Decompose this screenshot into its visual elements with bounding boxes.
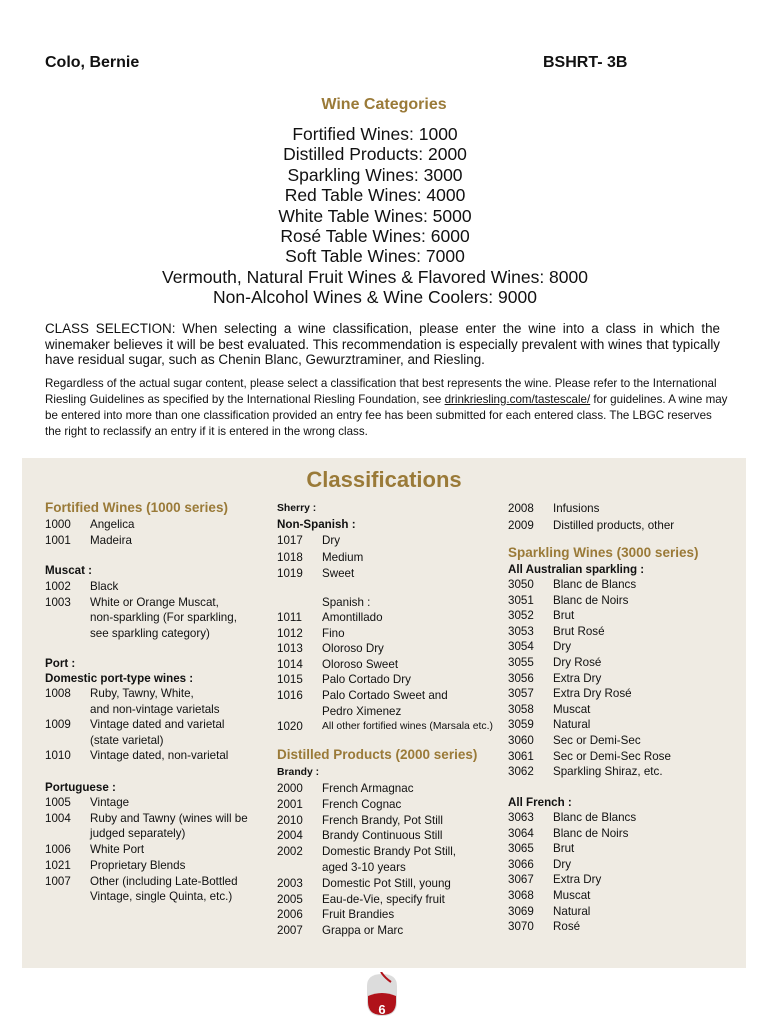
class-label: Infusions — [553, 502, 600, 515]
class-label: Rosé — [553, 920, 581, 934]
class-code: 1002 — [45, 580, 71, 593]
australian-sparkling-heading: All Australian sparkling : — [508, 563, 645, 576]
class-label: (state varietal) — [90, 733, 164, 747]
class-code: 1020 — [277, 720, 303, 733]
port-heading: Port : — [45, 657, 76, 670]
non-spanish-heading: Non-Spanish : — [277, 518, 356, 531]
class-code: 3066 — [508, 857, 534, 871]
class-label: Domestic Brandy Pot Still, — [322, 845, 457, 859]
class-label: Medium — [322, 550, 364, 564]
class-label: Vintage — [90, 796, 130, 809]
class-code: 1007 — [45, 874, 71, 888]
class-label: Brut Rosé — [553, 624, 605, 638]
category-item: White Table Wines: 5000 — [278, 205, 472, 226]
class-code: 1006 — [45, 843, 71, 857]
class-code: 3060 — [508, 734, 534, 747]
class-label: Brut — [553, 842, 575, 856]
class-label: French Cognac — [322, 797, 402, 811]
class-label: Grappa or Marc — [322, 924, 404, 938]
distilled-series-heading: Distilled Products (2000 series) — [277, 747, 478, 762]
class-label: Blanc de Blancs — [553, 578, 637, 591]
classifications-title: Classifications — [306, 467, 462, 492]
class-label: Brandy Continuous Still — [322, 829, 443, 843]
class-code: 3051 — [508, 593, 534, 607]
author-name: Colo, Bernie — [45, 54, 140, 71]
class-code: 1018 — [277, 550, 303, 564]
fortified-series-heading: Fortified Wines (1000 series) — [45, 500, 228, 515]
class-code: 3062 — [508, 765, 534, 779]
class-code: 2009 — [508, 518, 534, 532]
class-label: Sec or Demi-Sec — [553, 734, 641, 747]
class-code: 1013 — [277, 642, 303, 656]
guidelines-text-before: Regardless of the actual sugar content, please select a classification that best represents the wine. Please refer to the International Riesling Guidelines as specified by the International Riesling Foundation, see — [45, 377, 717, 407]
class-code: 3061 — [508, 749, 534, 763]
course-code: BSHRT- 3B — [543, 54, 628, 71]
class-label: French Armagnac — [322, 782, 414, 795]
class-code: 2003 — [277, 876, 303, 890]
class-code: 3068 — [508, 889, 534, 902]
class-code: 3055 — [508, 656, 534, 669]
class-label: White or Orange Muscat, — [90, 595, 219, 609]
class-code: 3063 — [508, 811, 534, 824]
class-label: Sparkling Shiraz, etc. — [553, 765, 663, 779]
category-item: Sparkling Wines: 3000 — [287, 164, 463, 185]
class-label: and non-vintage varietals — [90, 702, 220, 716]
category-item: Fortified Wines: 1000 — [292, 124, 458, 144]
class-code: 1009 — [45, 718, 71, 732]
category-item: Vermouth, Natural Fruit Wines & Flavored Wines: 8000 — [161, 266, 588, 287]
class-label: Dry — [553, 857, 572, 871]
class-label: Ruby, Tawny, White, — [90, 687, 194, 700]
class-selection-paragraph: CLASS SELECTION: When selecting a wine classification, please enter the wine into a class in which the winemaker believes it will be best evaluated. This recommendation is especially prevalent with wines that typically have residual sugar, such as Chenin Blanc, Gewurztraminer, and Riesling. — [45, 321, 720, 368]
class-code: 3053 — [508, 624, 534, 638]
class-code: 1010 — [45, 749, 71, 763]
class-code: 2010 — [277, 813, 303, 827]
class-label: Madeira — [90, 534, 132, 547]
class-code: 2005 — [277, 892, 303, 906]
class-code: 1005 — [45, 796, 71, 809]
class-code: 3050 — [508, 578, 534, 591]
class-code: 3054 — [508, 640, 534, 654]
class-code: 1000 — [45, 518, 71, 531]
wine-categories-title: Wine Categories — [321, 96, 447, 113]
class-code: 1008 — [45, 687, 71, 700]
class-label: Extra Dry — [553, 873, 602, 887]
category-item: Red Table Wines: 4000 — [284, 185, 466, 206]
class-label: Blanc de Noirs — [553, 826, 629, 840]
class-label: Dry Rosé — [553, 656, 602, 669]
class-code: 3064 — [508, 826, 534, 840]
sparkling-series-heading: Sparkling Wines (3000 series) — [508, 545, 699, 560]
class-label: Blanc de Noirs — [553, 593, 629, 607]
class-code: 1015 — [277, 673, 303, 687]
class-code: 2000 — [277, 782, 303, 795]
class-label: aged 3-10 years — [322, 861, 406, 874]
class-label: Amontillado — [322, 611, 383, 624]
riesling-link[interactable]: drinkriesling.com/tastescale/ — [444, 393, 591, 407]
class-label: Fruit Brandies — [322, 908, 395, 922]
class-code: 2007 — [277, 924, 303, 938]
class-code: 1016 — [277, 689, 303, 702]
class-label: Sec or Demi-Sec Rose — [553, 749, 671, 763]
class-label: Blanc de Blancs — [553, 811, 637, 824]
class-label: Angelica — [90, 518, 135, 531]
spanish-subheading: Spanish : — [322, 596, 371, 609]
class-label: Palo Cortado Sweet and — [322, 689, 448, 702]
class-label: Vintage, single Quinta, etc.) — [90, 890, 233, 904]
class-code: 1003 — [45, 595, 71, 609]
class-code: 3056 — [508, 671, 534, 685]
class-code: 1012 — [277, 626, 303, 640]
class-code: 2001 — [277, 797, 303, 811]
french-sparkling-heading: All French : — [508, 796, 572, 809]
class-label: Vintage dated and varietal — [90, 718, 225, 732]
class-label: Dry — [553, 640, 572, 654]
class-code: 3057 — [508, 687, 534, 701]
class-label: French Brandy, Pot Still — [322, 813, 443, 827]
class-label: Brut — [553, 609, 575, 623]
class-label: judged separately) — [90, 827, 186, 841]
class-label: Natural — [553, 904, 591, 918]
class-label: Other (including Late-Bottled — [90, 874, 238, 888]
domestic-port-heading: Domestic port-type wines : — [45, 672, 194, 685]
class-code: 1021 — [45, 858, 71, 872]
class-label: Fino — [322, 626, 345, 640]
class-code: 1004 — [45, 811, 71, 825]
class-code: 3059 — [508, 718, 534, 732]
class-label: Palo Cortado Dry — [322, 673, 411, 687]
page-number: 6 — [378, 1002, 386, 1017]
class-label: Sweet — [322, 567, 355, 580]
portuguese-heading: Portuguese : — [45, 781, 116, 794]
class-label: Extra Dry Rosé — [553, 687, 632, 701]
class-label: Extra Dry — [553, 671, 602, 685]
class-label: Muscat — [553, 889, 591, 902]
class-label: Pedro Ximenez — [322, 704, 402, 718]
sherry-heading: Sherry : — [277, 503, 317, 514]
class-code: 3052 — [508, 609, 534, 623]
class-label: Eau-de-Vie, specify fruit — [322, 892, 445, 906]
class-code: 3069 — [508, 904, 534, 918]
class-code: 1001 — [45, 534, 71, 547]
wine-glass-page-badge — [361, 972, 403, 1024]
class-label: non-sparkling (For sparkling, — [90, 611, 237, 625]
class-code: 2006 — [277, 908, 303, 922]
category-item: Distilled Products: 2000 — [283, 144, 467, 165]
class-label: Muscat — [553, 702, 591, 716]
class-label: All other fortified wines (Marsala etc.) — [322, 721, 493, 732]
class-label: Domestic Pot Still, young — [322, 876, 451, 890]
muscat-heading: Muscat : — [45, 564, 93, 577]
category-item: Soft Table Wines: 7000 — [285, 246, 465, 267]
class-code: 1019 — [277, 567, 303, 580]
category-item: Non-Alcohol Wines & Wine Coolers: 9000 — [213, 287, 537, 308]
class-label: Oloroso Dry — [322, 642, 384, 656]
guidelines-text-after: for guidelines. A wine may be entered into more than one classification provided an entry fee has been submitted for each entered class. The LBGC reserves the right to reclassify an entry if it is entered in the wrong class. — [45, 393, 728, 439]
category-item: Rosé Table Wines: 6000 — [280, 226, 470, 247]
class-code: 1017 — [277, 534, 303, 547]
class-label: White Port — [90, 843, 145, 857]
class-code: 3058 — [508, 702, 534, 716]
class-label: Black — [90, 580, 119, 593]
class-label: Natural — [553, 718, 591, 732]
wine-categories-list — [0, 124, 750, 308]
class-code: 1011 — [277, 611, 302, 624]
class-code: 2004 — [277, 829, 303, 843]
class-label: Vintage dated, non-varietal — [90, 749, 229, 763]
class-code: 3070 — [508, 920, 534, 934]
class-code: 2008 — [508, 502, 534, 515]
class-label: see sparkling category) — [90, 626, 210, 640]
class-label: Distilled products, other — [553, 518, 675, 532]
class-label: Dry — [322, 534, 341, 547]
class-code: 3067 — [508, 873, 534, 887]
class-code: 1014 — [277, 657, 303, 671]
class-label: Oloroso Sweet — [322, 657, 399, 671]
class-label: Proprietary Blends — [90, 858, 186, 872]
brandy-heading: Brandy : — [277, 767, 320, 778]
class-code: 3065 — [508, 842, 534, 856]
class-code: 2002 — [277, 845, 303, 859]
class-label: Ruby and Tawny (wines will be — [90, 811, 248, 825]
guidelines-paragraph — [45, 376, 729, 440]
